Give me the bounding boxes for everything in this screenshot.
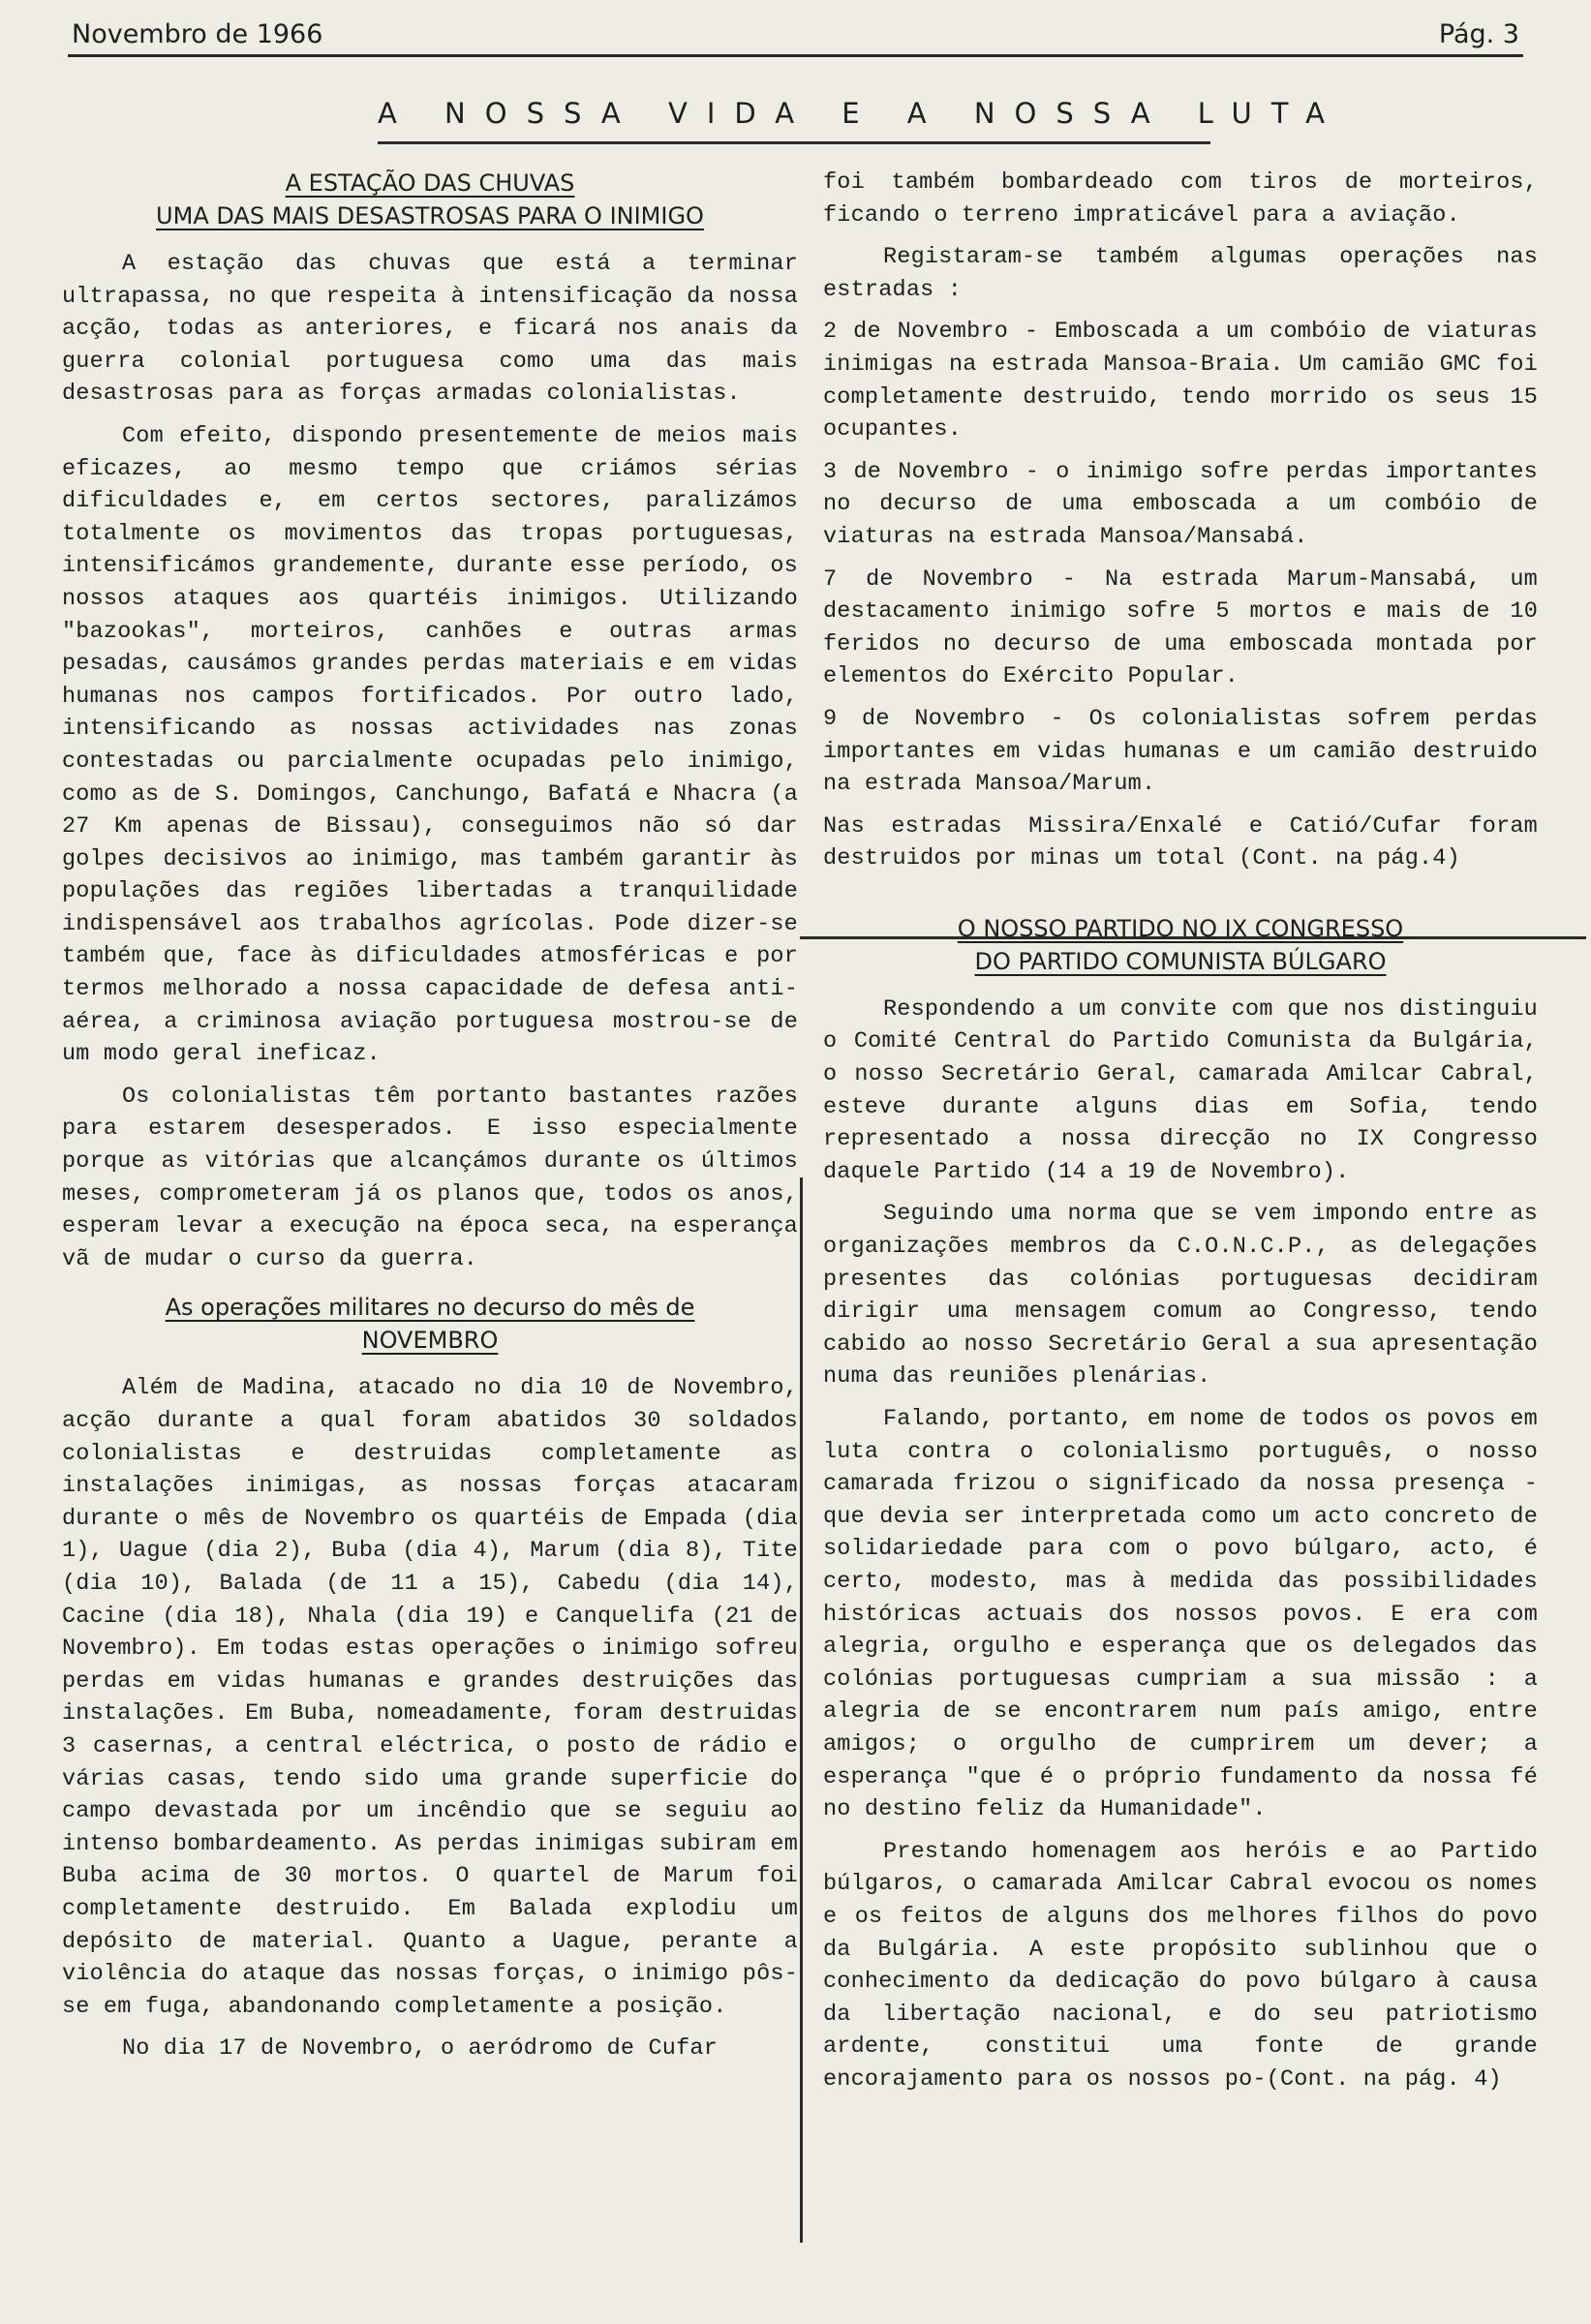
left-column xyxy=(62,167,798,2065)
paragraph: 9 de Novembro - Os colonialistas sofrem perdas importantes em vidas humanas e um camião destruido na estrada Mansoa/Marum. xyxy=(823,705,1538,798)
page-number: Pág. 3 xyxy=(1438,19,1519,49)
paragraph: Os colonialistas têm portanto bastantes razões para estarem desesperados. E isso especialmente porque as vitórias que alcançámos durante os últimos meses, comprometeram já os planos que, todos os anos, esperam levar a execução na época seca, na esperança vã de mudar o curso da guerra. xyxy=(62,1083,798,1272)
paragraph: Além de Madina, atacado no dia 10 de Novembro, acção durante a qual foram abatidos 30 soldados colonialistas e destruidas completamente as instalações inimigas, as nossas forças atacaram durante o mês de Novembro os quartéis de Empada (dia 1), Uague (dia 2), Buba (dia 4), Marum (dia 8), Tite (dia 10), Balada (de 11 a 15), Cabedu (dia 14), Cacine (dia 18), Nhala (dia 19) e Canquelifa (21 de Novembro). Em todas estas operações o inimigo sofreu perdas em vidas humanas e grandes destruições das instalações. Em Buba, nomeadamente, foram destruidas 3 casernas, a central eléctrica, o posto de rádio e várias casas, tendo sido uma grande superficie do campo devastada por um incêndio que se seguiu ao intenso bombardeamento. As perdas inimigas subiram em Buba acima de 30 mortos. O quartel de Marum foi completamente destruido. Em Balada explodiu um depósito de material. Quanto a Uague, perante a violência do ataque das nossas forças, o inimigo pôs-se em fuga, abandonando completamente a posição. xyxy=(62,1375,798,2020)
article-title: O NOSSO PARTIDO NO IX CONGRESSO DO PARTIDO COMUNISTA BÚLGARO xyxy=(957,914,1404,975)
right-column xyxy=(823,167,1538,2095)
paragraph: 2 de Novembro - Emboscada a um combóio de viaturas inimigas na estrada Mansoa-Braia. Um camião GMC foi completamente destruido, tendo morrido os seus 15 ocupantes. xyxy=(823,319,1538,443)
paragraph: Respondendo a um convite com que nos distinguiu o Comité Central do Partido Comunista da Bulgária, o nosso Secretário Geral, camarada Amilcar Cabral, esteve durante alguns dias em Sofia, tendo representado a nossa direcção no IX Congresso daquele Partido (14 a 19 de Novembro). xyxy=(823,995,1538,1185)
vertical-divider xyxy=(800,1177,803,2243)
article-title: A ESTAÇÃO DAS CHUVAS UMA DAS MAIS DESASTROSAS PARA O INIMIGO xyxy=(156,169,704,229)
paragraph: A estação das chuvas que está a terminar ultrapassa, no que respeita à intensificação da nossa acção, todas as anteriores, e ficará nos anais da guerra colonial portuguesa como uma das mais desastrosas para as forças armadas colonialistas. xyxy=(62,251,798,408)
paragraph: Falando, portanto, em nome de todos os povos em luta contra o colonialismo português, o nosso camarada frizou o significado da nossa presença - que devia ser interpretada como um acto concreto de solidariedade para com o povo búlgaro, acto, é certo, modesto, mas à medida das possibilidades históricas actuais dos nossos povos. E era com alegria, orgulho e esperança que os delegados das colónias portuguesas cumpriam a sua missão : a alegria de se encontrarem num país amigo, entre amigos; o orgulho de cumprirem um dever; a esperança "que é o próprio fundamento da nossa fé no destino feliz da Humanidade". xyxy=(823,1406,1538,1823)
issue-date: Novembro de 1966 xyxy=(72,19,323,49)
paragraph: Prestando homenagem aos heróis e ao Partido búlgaros, o camarada Amilcar Cabral evocou os nomes e os feitos de alguns dos melhores filhos do povo da Bulgária. A este propósito sublinhou que o conhecimento da dedicação do povo búlgaro à causa da libertação nacional, e do seu patriotismo ardente, constitui uma fonte de grande encorajamento para os nossos po-(Cont. na pág. 4) xyxy=(823,1838,1538,2093)
paragraph: 7 de Novembro - Na estrada Marum-Mansabá, um destacamento inimigo sofre 5 mortos e mais de 10 feridos no decurso de uma emboscada montada por elementos do Exército Popular. xyxy=(823,566,1538,690)
section-banner: A NOSSA VIDA E A NOSSA LUTA xyxy=(378,97,1210,144)
page-header xyxy=(68,17,1523,57)
paragraph: Nas estradas Missira/Enxalé e Catió/Cufar foram destruidos por minas um total (Cont. na pág.4) xyxy=(823,812,1538,872)
paragraph: Seguindo uma norma que se vem impondo entre as organizações membros da C.O.N.C.P., as delegações presentes das colónias portuguesas decidiram dirigir uma mensagem comum ao Congresso, tendo cabido ao nosso Secretário Geral a sua apresentação numa das reuniões plenárias. xyxy=(823,1201,1538,1391)
paragraph: No dia 17 de Novembro, o aeródromo de Cufar xyxy=(122,2035,718,2063)
section-title: As operações militares no decurso do mês de NOVEMBRO xyxy=(165,1294,695,1355)
paragraph: foi também bombardeado com tiros de morteiros, ficando o terreno impraticável para a aviação. xyxy=(823,169,1538,229)
paragraph: 3 de Novembro - o inimigo sofre perdas importantes no decurso de uma emboscada a um combóio de viaturas na estrada Mansoa/Mansabá. xyxy=(823,458,1538,550)
paragraph: Com efeito, dispondo presentemente de meios mais eficazes, ao mesmo tempo que criámos sérias dificuldades e, em certos sectores, paralizámos totalmente os movimentos das tropas portuguesas, intensificámos grandemente, durante esse período, os nossos ataques aos quartéis inimigos. Utilizando "bazookas", morteiros, canhões e outras armas pesadas, causámos grandes perdas materiais e em vidas humanas nos campos fortificados. Por outro lado, intensificando as nossas actividades nas zonas contestadas ou parcialmente ocupadas pelo inimigo, como as de S. Domingos, Canchungo, Bafatá e Nhacra (a 27 Km apenas de Bissau), conseguimos não só dar golpes decisivos ao inimigo, mas também garantir às populações das regiões libertadas a tranquilidade indispensável aos trabalhos agrícolas. Pode dizer-se também que, face às dificuldades atmosféricas e por termos melhorado a nossa capacidade de defesa anti-aérea, a criminosa aviação portuguesa mostrou-se de um modo geral ineficaz. xyxy=(62,422,798,1068)
paragraph: Registaram-se também algumas operações nas estradas : xyxy=(823,244,1538,303)
